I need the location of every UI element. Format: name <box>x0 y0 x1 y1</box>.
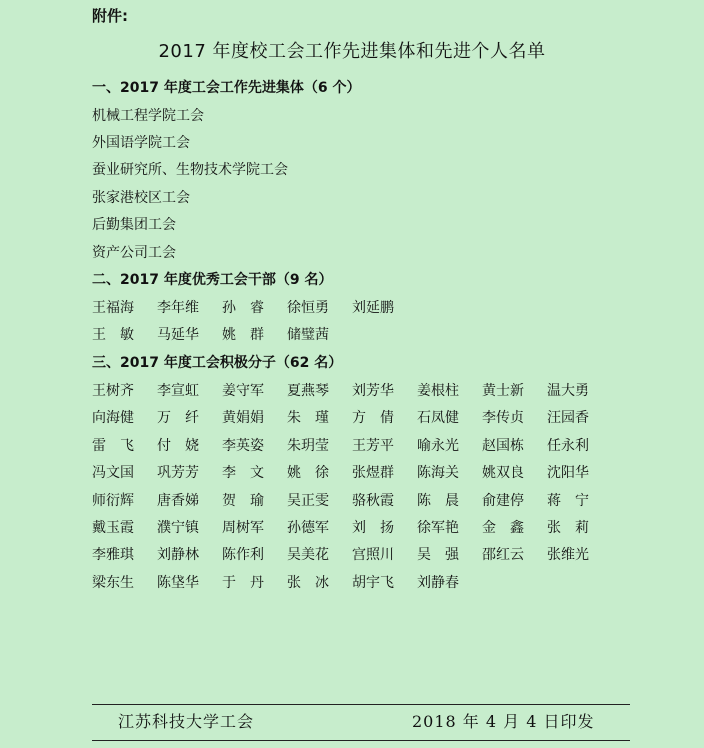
person-name: 温大勇 <box>547 383 589 399</box>
person-name: 黄士新 <box>482 383 524 399</box>
person-name: 石凤健 <box>417 410 459 427</box>
document-title: 2017 年度校工会工作先进集体和先进个人名单 <box>158 41 546 62</box>
person-name: 任永利 <box>547 437 589 454</box>
person-name: 戴玉霞 <box>92 519 134 536</box>
person-name: 宫照川 <box>352 547 394 564</box>
person-name: 王芳平 <box>352 437 394 454</box>
person-name: 王树齐 <box>92 383 134 399</box>
person-name: 刘芳华 <box>352 383 394 399</box>
person-name: 胡宇飞 <box>352 574 394 591</box>
person-name: 朱玥莹 <box>287 437 329 454</box>
person-name: 徐军艳 <box>417 519 459 536</box>
footer-top-rule <box>92 704 630 705</box>
collective-item: 张家港校区工会 <box>92 190 190 206</box>
collective-item: 机械工程学院工会 <box>92 108 204 124</box>
person-name: 蒋 宁 <box>547 492 589 509</box>
person-name: 王 敏 <box>92 327 134 344</box>
section-title-collectives: 一、2017 年度工会工作先进集体（6 个） <box>92 80 361 96</box>
person-name: 骆秋霞 <box>352 492 394 509</box>
person-name: 黄娟娟 <box>222 410 264 427</box>
attachment-label: 附件: <box>92 7 128 25</box>
person-name: 王福海 <box>92 300 134 316</box>
collective-item: 资产公司工会 <box>92 245 176 261</box>
person-name: 吴 强 <box>417 547 459 564</box>
person-name: 姜根柱 <box>417 383 459 399</box>
person-name: 金 鑫 <box>482 519 524 536</box>
person-name: 夏燕琴 <box>287 383 329 399</box>
person-name: 孙 睿 <box>222 300 264 316</box>
person-name: 梁东生 <box>92 574 134 591</box>
person-name: 李雅琪 <box>92 547 134 564</box>
person-name: 吴正雯 <box>287 492 329 509</box>
activist-name-list <box>92 381 632 600</box>
footer-organization: 江苏科技大学工会 <box>118 712 255 731</box>
person-name: 师衍辉 <box>92 492 134 509</box>
person-name: 于 丹 <box>222 574 264 591</box>
footer-bottom-rule <box>92 740 630 741</box>
person-name: 吴美花 <box>287 547 329 564</box>
person-name: 徐恒勇 <box>287 300 329 316</box>
person-name: 孙德军 <box>287 519 329 536</box>
person-name: 喻永光 <box>417 437 459 454</box>
person-name: 冯文国 <box>92 465 134 482</box>
person-name: 李年维 <box>157 300 199 316</box>
person-name: 姚双良 <box>482 465 524 482</box>
person-name: 张 冰 <box>287 574 329 591</box>
person-name: 陈海关 <box>417 465 459 482</box>
person-name: 刘延鹏 <box>352 300 394 316</box>
collective-item: 外国语学院工会 <box>92 135 190 151</box>
person-name: 储璧茜 <box>287 327 329 344</box>
person-name: 俞建停 <box>482 492 524 509</box>
person-name: 付 娆 <box>157 437 199 454</box>
person-name: 马延华 <box>157 327 199 344</box>
person-name: 沈阳华 <box>547 465 589 482</box>
person-name: 贺 瑜 <box>222 492 264 509</box>
person-name: 李传贞 <box>482 410 524 427</box>
person-name: 陈作利 <box>222 547 264 564</box>
person-name: 张维光 <box>547 547 589 564</box>
person-name: 姚 徐 <box>287 465 329 482</box>
person-name: 唐香娣 <box>157 492 199 509</box>
person-name: 陈 晨 <box>417 492 459 509</box>
person-name: 姚 群 <box>222 327 264 344</box>
person-name: 万 纤 <box>157 410 199 427</box>
person-name: 雷 飞 <box>92 437 134 454</box>
person-name: 邵红云 <box>482 547 524 564</box>
person-name: 周树军 <box>222 519 264 536</box>
person-name: 李 文 <box>222 465 264 482</box>
person-name: 李宣虹 <box>157 383 199 399</box>
person-name: 巩芳芳 <box>157 465 199 482</box>
person-name: 张 莉 <box>547 519 589 536</box>
person-name: 李英姿 <box>222 437 264 454</box>
collective-item: 后勤集团工会 <box>92 217 176 233</box>
footer-issue-date: 2018 年 4 月 4 日印发 <box>412 712 595 731</box>
person-name: 姜守军 <box>222 383 264 399</box>
grid-spacer <box>547 298 612 325</box>
person-name: 汪园香 <box>547 410 589 427</box>
person-name: 张煜群 <box>352 465 394 482</box>
person-name: 濮宁镇 <box>157 519 199 536</box>
section-title-cadres: 二、2017 年度优秀工会干部（9 名） <box>92 272 333 288</box>
grid-spacer <box>417 298 482 325</box>
person-name: 刘 扬 <box>352 519 394 536</box>
person-name: 刘静林 <box>157 547 199 564</box>
person-name: 赵国栋 <box>482 437 524 454</box>
person-name: 向海健 <box>92 410 134 427</box>
collective-item: 蚕业研究所、生物技术学院工会 <box>92 162 288 178</box>
section-title-activists: 三、2017 年度工会积极分子（62 名） <box>92 355 343 371</box>
person-name: 朱 瑾 <box>287 410 329 427</box>
grid-spacer <box>482 298 547 325</box>
person-name: 陈垡华 <box>157 574 199 591</box>
person-name: 方 倩 <box>352 410 394 427</box>
cadre-name-list <box>92 298 632 353</box>
person-name: 刘静春 <box>417 574 459 591</box>
